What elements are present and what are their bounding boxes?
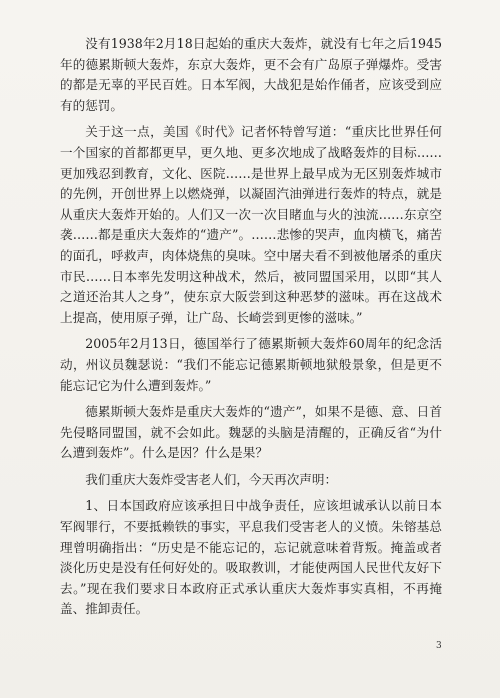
- paragraph-1: 没有1938年2月18日起始的重庆大轰炸，就没有七年之后1945年的德累斯顿大轰炸，东京大轰炸，更不会有广岛原子弹爆炸。受害的都是无辜的平民百姓。日本军阀，大战犯是始作俑者，应该受到应有的惩罚。: [60, 36, 442, 113]
- paragraph-3: 2005年2月13日，德国举行了德累斯顿大轰炸60周年的纪念活动，州议员魏瑟说：“我们不能忘记德累斯顿地狱般景象，但是更不能忘记它为什么遭到轰炸。”: [60, 336, 442, 393]
- paragraph-4: 德累斯顿大轰炸是重庆大轰炸的“遗产”，如果不是德、意、日首先侵略同盟国，就不会如此。魏瑟的头脑是清醒的，正确反省“为什么遭到轰炸”。什么是因？什么是果？: [60, 404, 442, 461]
- paragraph-5: 我们重庆大轰炸受害老人们，今天再次声明：: [85, 471, 338, 487]
- paragraph-2: 关于这一点，美国《时代》记者怀特曾写道：“重庆比世界任何一个国家的首都都更早，更久地、更多次地成了战略轰炸的目标……更加残忍到教育，文化、医院……是世界上最早成为无区别轰炸城市的先例，开创世界上以燃烧弹，以凝固汽油弹进行轰炸的特点，就是从重庆大轰炸开始的。人们又一次一次目睹血与火的浊流……东京空袭……都是重庆大轰炸的“遗产”。……悲惨的哭声，血肉横飞，痛苦的面孔，呼救声，肉体烧焦的臭味。空中屠夫看不到被他屠杀的重庆市民……日本率先发明这种战术，然后，被同盟国采用，以即“其人之道还治其人之身”，使东京大阪尝到这种恶梦的滋味。再在这战术上提高，使用原子弹，让广岛、长崎尝到更惨的滋味。”: [60, 124, 442, 325]
- document-body: [60, 34, 442, 620]
- page-number: 3: [436, 641, 442, 651]
- paragraph-6: 1、日本国政府应该承担日中战争责任，应该坦诚承认以前日本军阀罪行，不要抵赖铁的事实，平息我们受害老人的义愤。朱镕基总理曾明确指出：“历史是不能忘记的，忘记就意味着背叛。掩盖或者淡化历史是没有任何好处的。吸取教训，才能使两国人民世代友好下去。”现在我们要求日本政府正式承认重庆大轰炸事实真相，不再掩盖、推卸责任。: [60, 498, 442, 617]
